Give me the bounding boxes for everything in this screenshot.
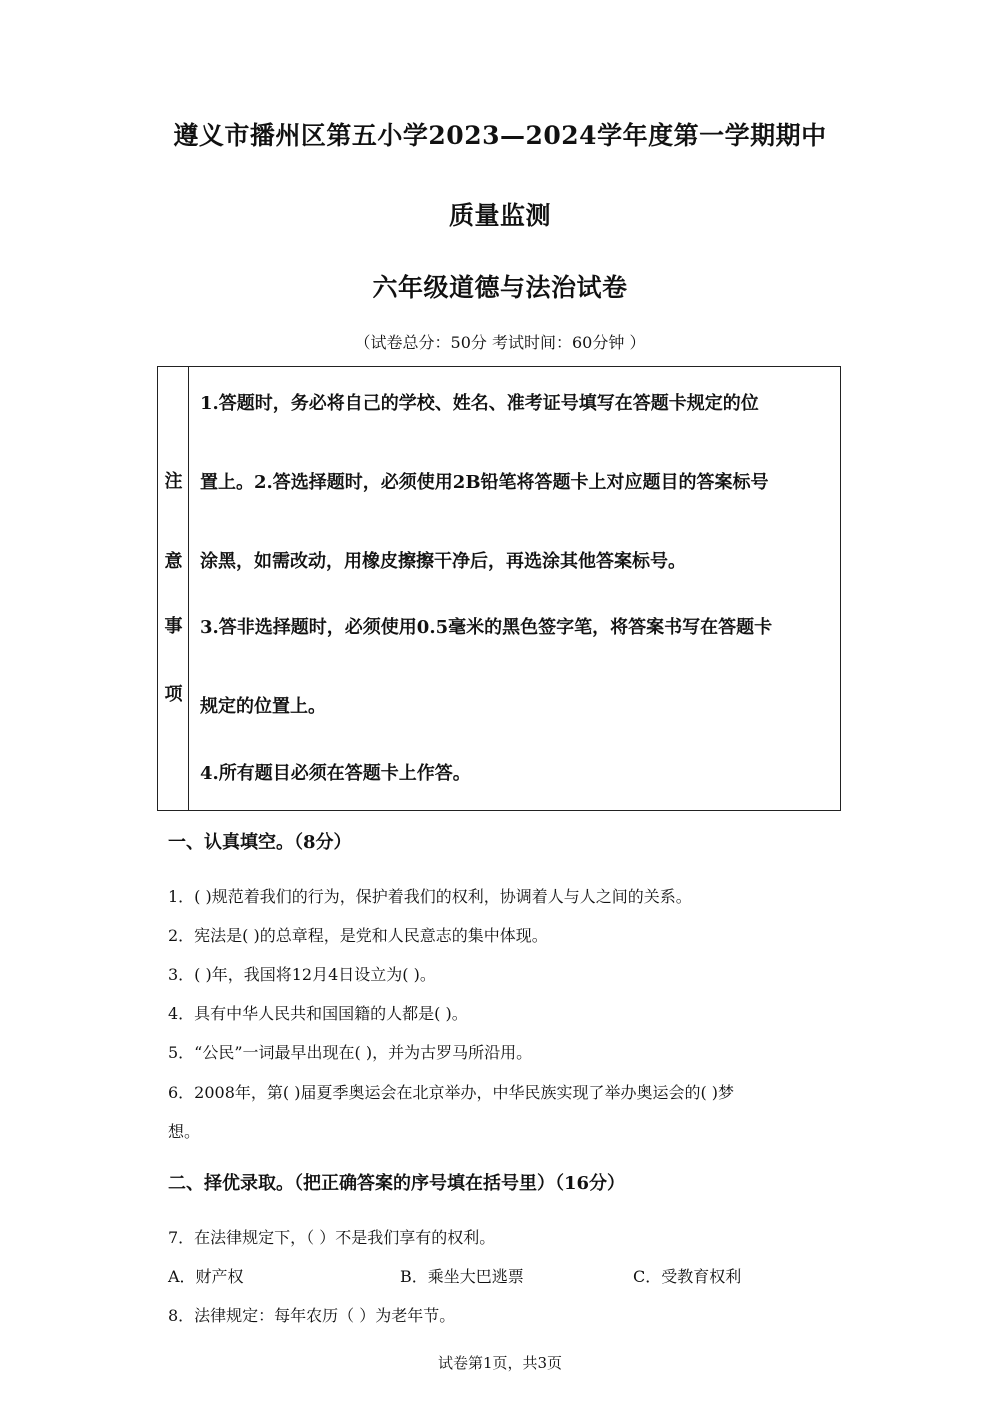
question-8: 8．法律规定：每年农历（ ）为老年节。 bbox=[168, 1306, 456, 1325]
notice-side-char: 意 bbox=[164, 551, 183, 572]
question-6-continued: 想。 bbox=[168, 1122, 201, 1141]
question-7: 7．在法律规定下，（ ）不是我们享有的权利。 bbox=[168, 1228, 496, 1247]
exam-title-line2: 质量监测 bbox=[448, 201, 551, 230]
notice-line: 4.所有题目必须在答题卡上作答。 bbox=[200, 763, 471, 784]
exam-title-line3: 六年级道德与法治试卷 bbox=[372, 273, 628, 302]
question-3: 3．( )年，我国将12月4日设立为( )。 bbox=[168, 965, 436, 984]
question-5: 5．“公民”一词最早出现在( )，并为古罗马所沿用。 bbox=[168, 1043, 533, 1062]
notice-box bbox=[157, 366, 841, 811]
question-2: 2．宪法是( )的总章程，是党和人民意志的集中体现。 bbox=[168, 926, 548, 945]
notice-line: 涂黑，如需改动，用橡皮擦擦干净后，再选涂其他答案标号。 bbox=[200, 551, 686, 572]
notice-line: 置上。2.答选择题时，必须使用2B铅笔将答题卡上对应题目的答案标号 bbox=[200, 472, 769, 493]
question-7-option-c: C．受教育权利 bbox=[633, 1267, 742, 1286]
question-7-option-b: B．乘坐大巴逃票 bbox=[400, 1267, 524, 1286]
notice-side-char: 项 bbox=[164, 684, 183, 705]
notice-line: 1.答题时，务必将自己的学校、姓名、准考证号填写在答题卡规定的位 bbox=[200, 393, 759, 414]
notice-side-char: 事 bbox=[164, 616, 183, 637]
notice-line: 3.答非选择题时，必须使用0.5毫米的黑色签字笔，将答案书写在答题卡 bbox=[200, 617, 773, 638]
question-1: 1．( )规范着我们的行为，保护着我们的权利，协调着人与人之间的关系。 bbox=[168, 887, 692, 906]
question-4: 4．具有中华人民共和国国籍的人都是( )。 bbox=[168, 1004, 468, 1023]
notice-side-label bbox=[158, 367, 189, 810]
question-6: 6．2008年，第( )届夏季奥运会在北京举办，中华民族实现了举办奥运会的( )梦 bbox=[168, 1083, 735, 1102]
page-footer: 试卷第1页，共3页 bbox=[437, 1354, 563, 1372]
exam-subtitle: （试卷总分：50分 考试时间：60分钟 ） bbox=[354, 333, 646, 352]
section1-heading: 一、认真填空。（8分） bbox=[168, 832, 352, 853]
notice-side-char: 注 bbox=[164, 471, 183, 492]
exam-title-line1: 遵义市播州区第五小学2023—2024学年度第一学期期中 bbox=[173, 121, 827, 150]
section2-heading: 二、择优录取。（把正确答案的序号填在括号里）（16分） bbox=[168, 1173, 626, 1194]
question-7-option-a: A．财产权 bbox=[168, 1267, 244, 1286]
notice-line: 规定的位置上。 bbox=[200, 696, 326, 717]
